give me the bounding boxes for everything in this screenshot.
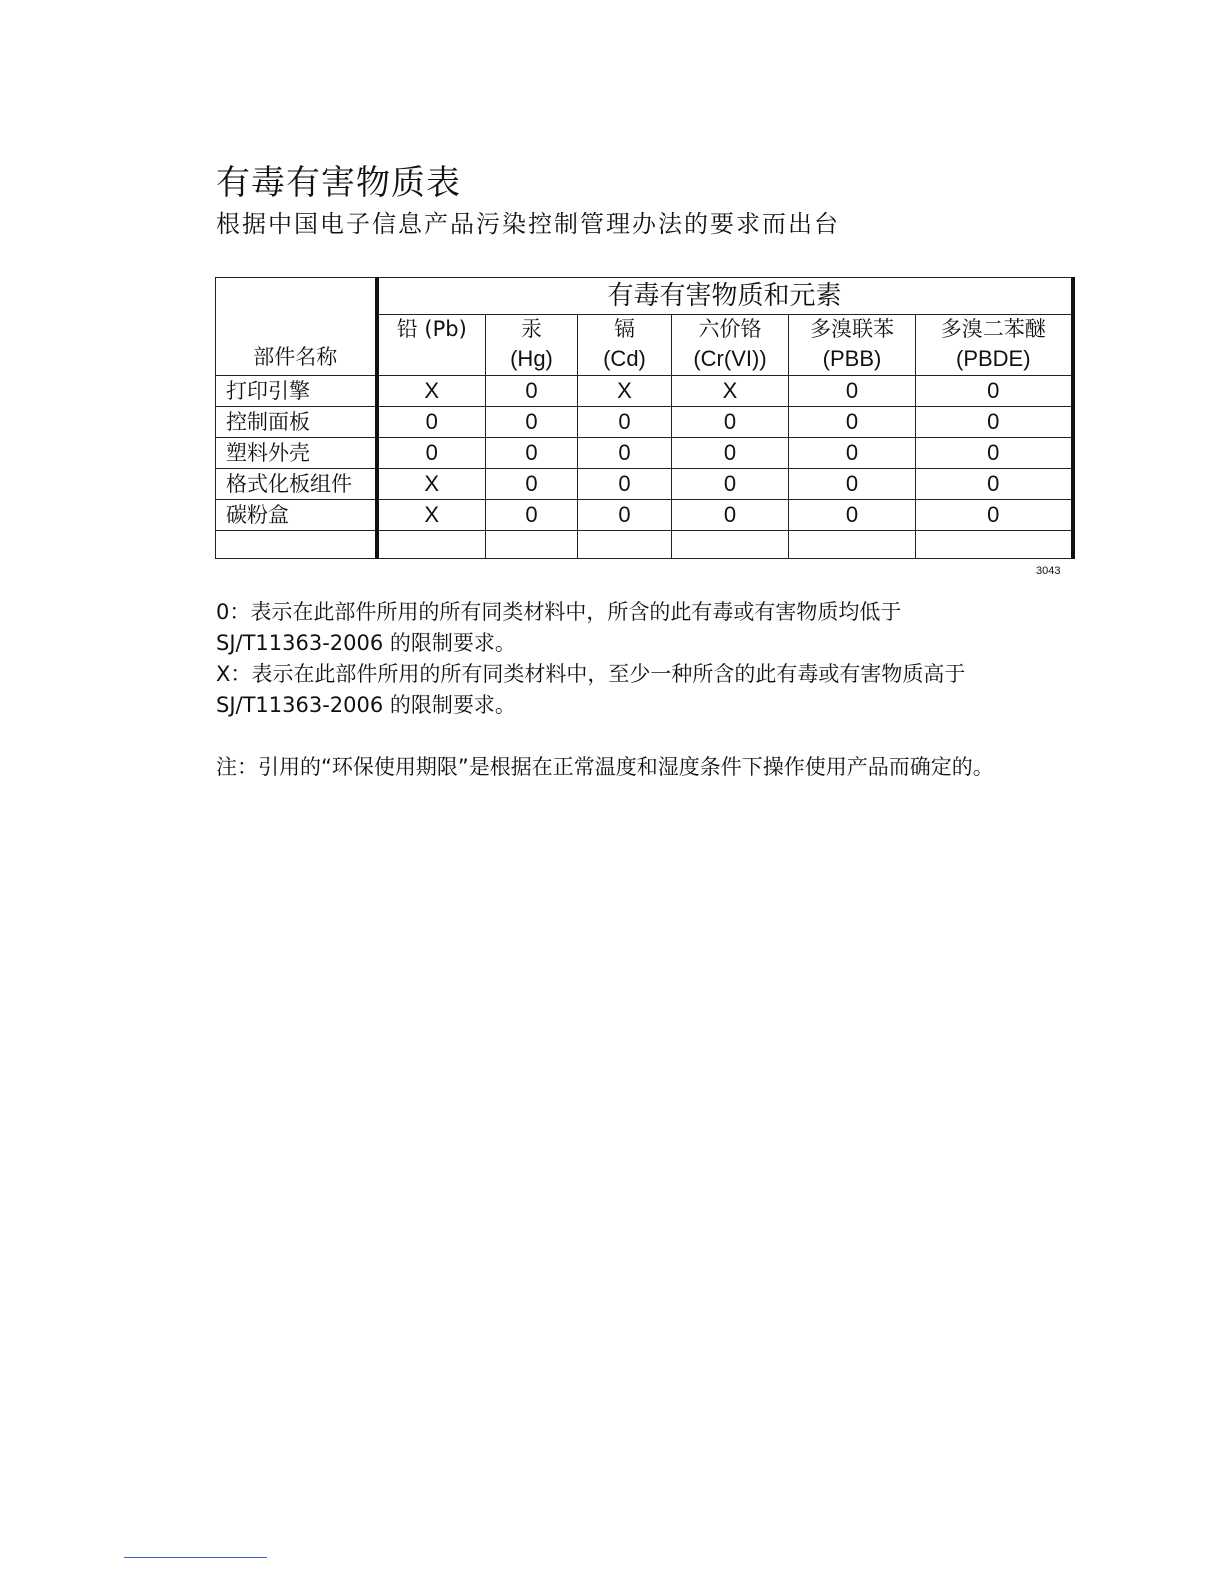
note-zero-line2: SJ/T11363-2006 的限制要求。 [216,631,516,655]
table-row [216,438,1073,469]
column-header-label: 多溴联苯 [810,317,894,341]
column-header-pbb [789,315,916,376]
column-header-label: 六价铬 [698,317,762,341]
part-name-cell: 打印引擎 [216,376,377,407]
value-cell: X [377,376,486,407]
value-cell: 0 [672,438,789,469]
value-cell: X [377,500,486,531]
value-cell: 0 [486,407,578,438]
part-name-header: 部件名称 [216,278,377,376]
part-name-cell: 碳粉盒 [216,500,377,531]
column-header-mercury [486,315,578,376]
part-name-cell: 控制面板 [216,407,377,438]
note-remark: 注：引用的“环保使用期限”是根据在正常温度和湿度条件下操作使用产品而确定的。 [216,755,994,779]
value-cell: X [578,376,672,407]
table-group-header-row [216,278,1073,315]
value-cell: 0 [486,438,578,469]
value-cell: 0 [578,469,672,500]
value-cell: 0 [916,469,1073,500]
column-header-pbde [916,315,1073,376]
value-cell: 0 [672,469,789,500]
note-x-line2: SJ/T11363-2006 的限制要求。 [216,693,516,717]
value-cell: 0 [672,500,789,531]
value-cell: 0 [789,376,916,407]
value-cell: 0 [789,500,916,531]
column-header-cadmium [578,315,672,376]
value-cell: 0 [789,438,916,469]
table-row [216,469,1073,500]
value-cell: 0 [672,407,789,438]
value-cell: 0 [486,376,578,407]
value-cell: 0 [578,407,672,438]
column-header-symbol: (PBDE) [956,346,1031,371]
column-header-symbol: (PBB) [822,346,882,371]
substance-group-header: 有毒有害物质和元素 [377,278,1073,315]
empty-cell [486,531,578,559]
note-zero-line1: 0：表示在此部件所用的所有同类材料中，所含的此有毒或有害物质均低于 [216,600,902,624]
empty-cell [916,531,1073,559]
column-header-label: 铅 (Pb) [396,317,467,341]
value-cell: 0 [916,500,1073,531]
part-name-cell: 格式化板组件 [216,469,377,500]
value-cell: 0 [377,407,486,438]
note-x-line1: X：表示在此部件所用的所有同类材料中，至少一种所含的此有毒或有害物质高于 [216,662,966,686]
value-cell: X [672,376,789,407]
page-subtitle: 根据中国电子信息产品污染控制管理办法的要求而出台 [216,210,840,238]
value-cell: 0 [578,500,672,531]
value-cell: X [377,469,486,500]
notes-section [216,597,1096,783]
column-header-label: 镉 [614,317,635,341]
column-header-lead [377,315,486,376]
empty-cell [377,531,486,559]
column-header-label: 多溴二苯醚 [940,317,1046,341]
empty-cell [578,531,672,559]
value-cell: 0 [377,438,486,469]
column-header-label: 汞 [521,317,542,341]
hazardous-substances-table [215,277,1075,559]
table-row [216,376,1073,407]
value-cell: 0 [486,500,578,531]
table-row [216,500,1073,531]
value-cell: 0 [916,376,1073,407]
column-header-symbol: (Hg) [510,346,553,371]
page-title: 有毒有害物质表 [216,163,461,203]
notes-spacer [216,721,1096,752]
column-header-symbol: (Cr(VI)) [693,346,767,371]
table-row [216,407,1073,438]
part-name-cell: 塑料外壳 [216,438,377,469]
value-cell: 0 [486,469,578,500]
footer-rule [124,1557,267,1558]
empty-cell [789,531,916,559]
column-header-chromium [672,315,789,376]
value-cell: 0 [916,407,1073,438]
column-header-symbol: (Cd) [603,346,646,371]
value-cell: 0 [916,438,1073,469]
value-cell: 0 [578,438,672,469]
table-empty-row [216,531,1073,559]
value-cell: 0 [789,469,916,500]
empty-cell [672,531,789,559]
figure-code: 3043 [1036,565,1061,577]
value-cell: 0 [789,407,916,438]
empty-cell [216,531,377,559]
